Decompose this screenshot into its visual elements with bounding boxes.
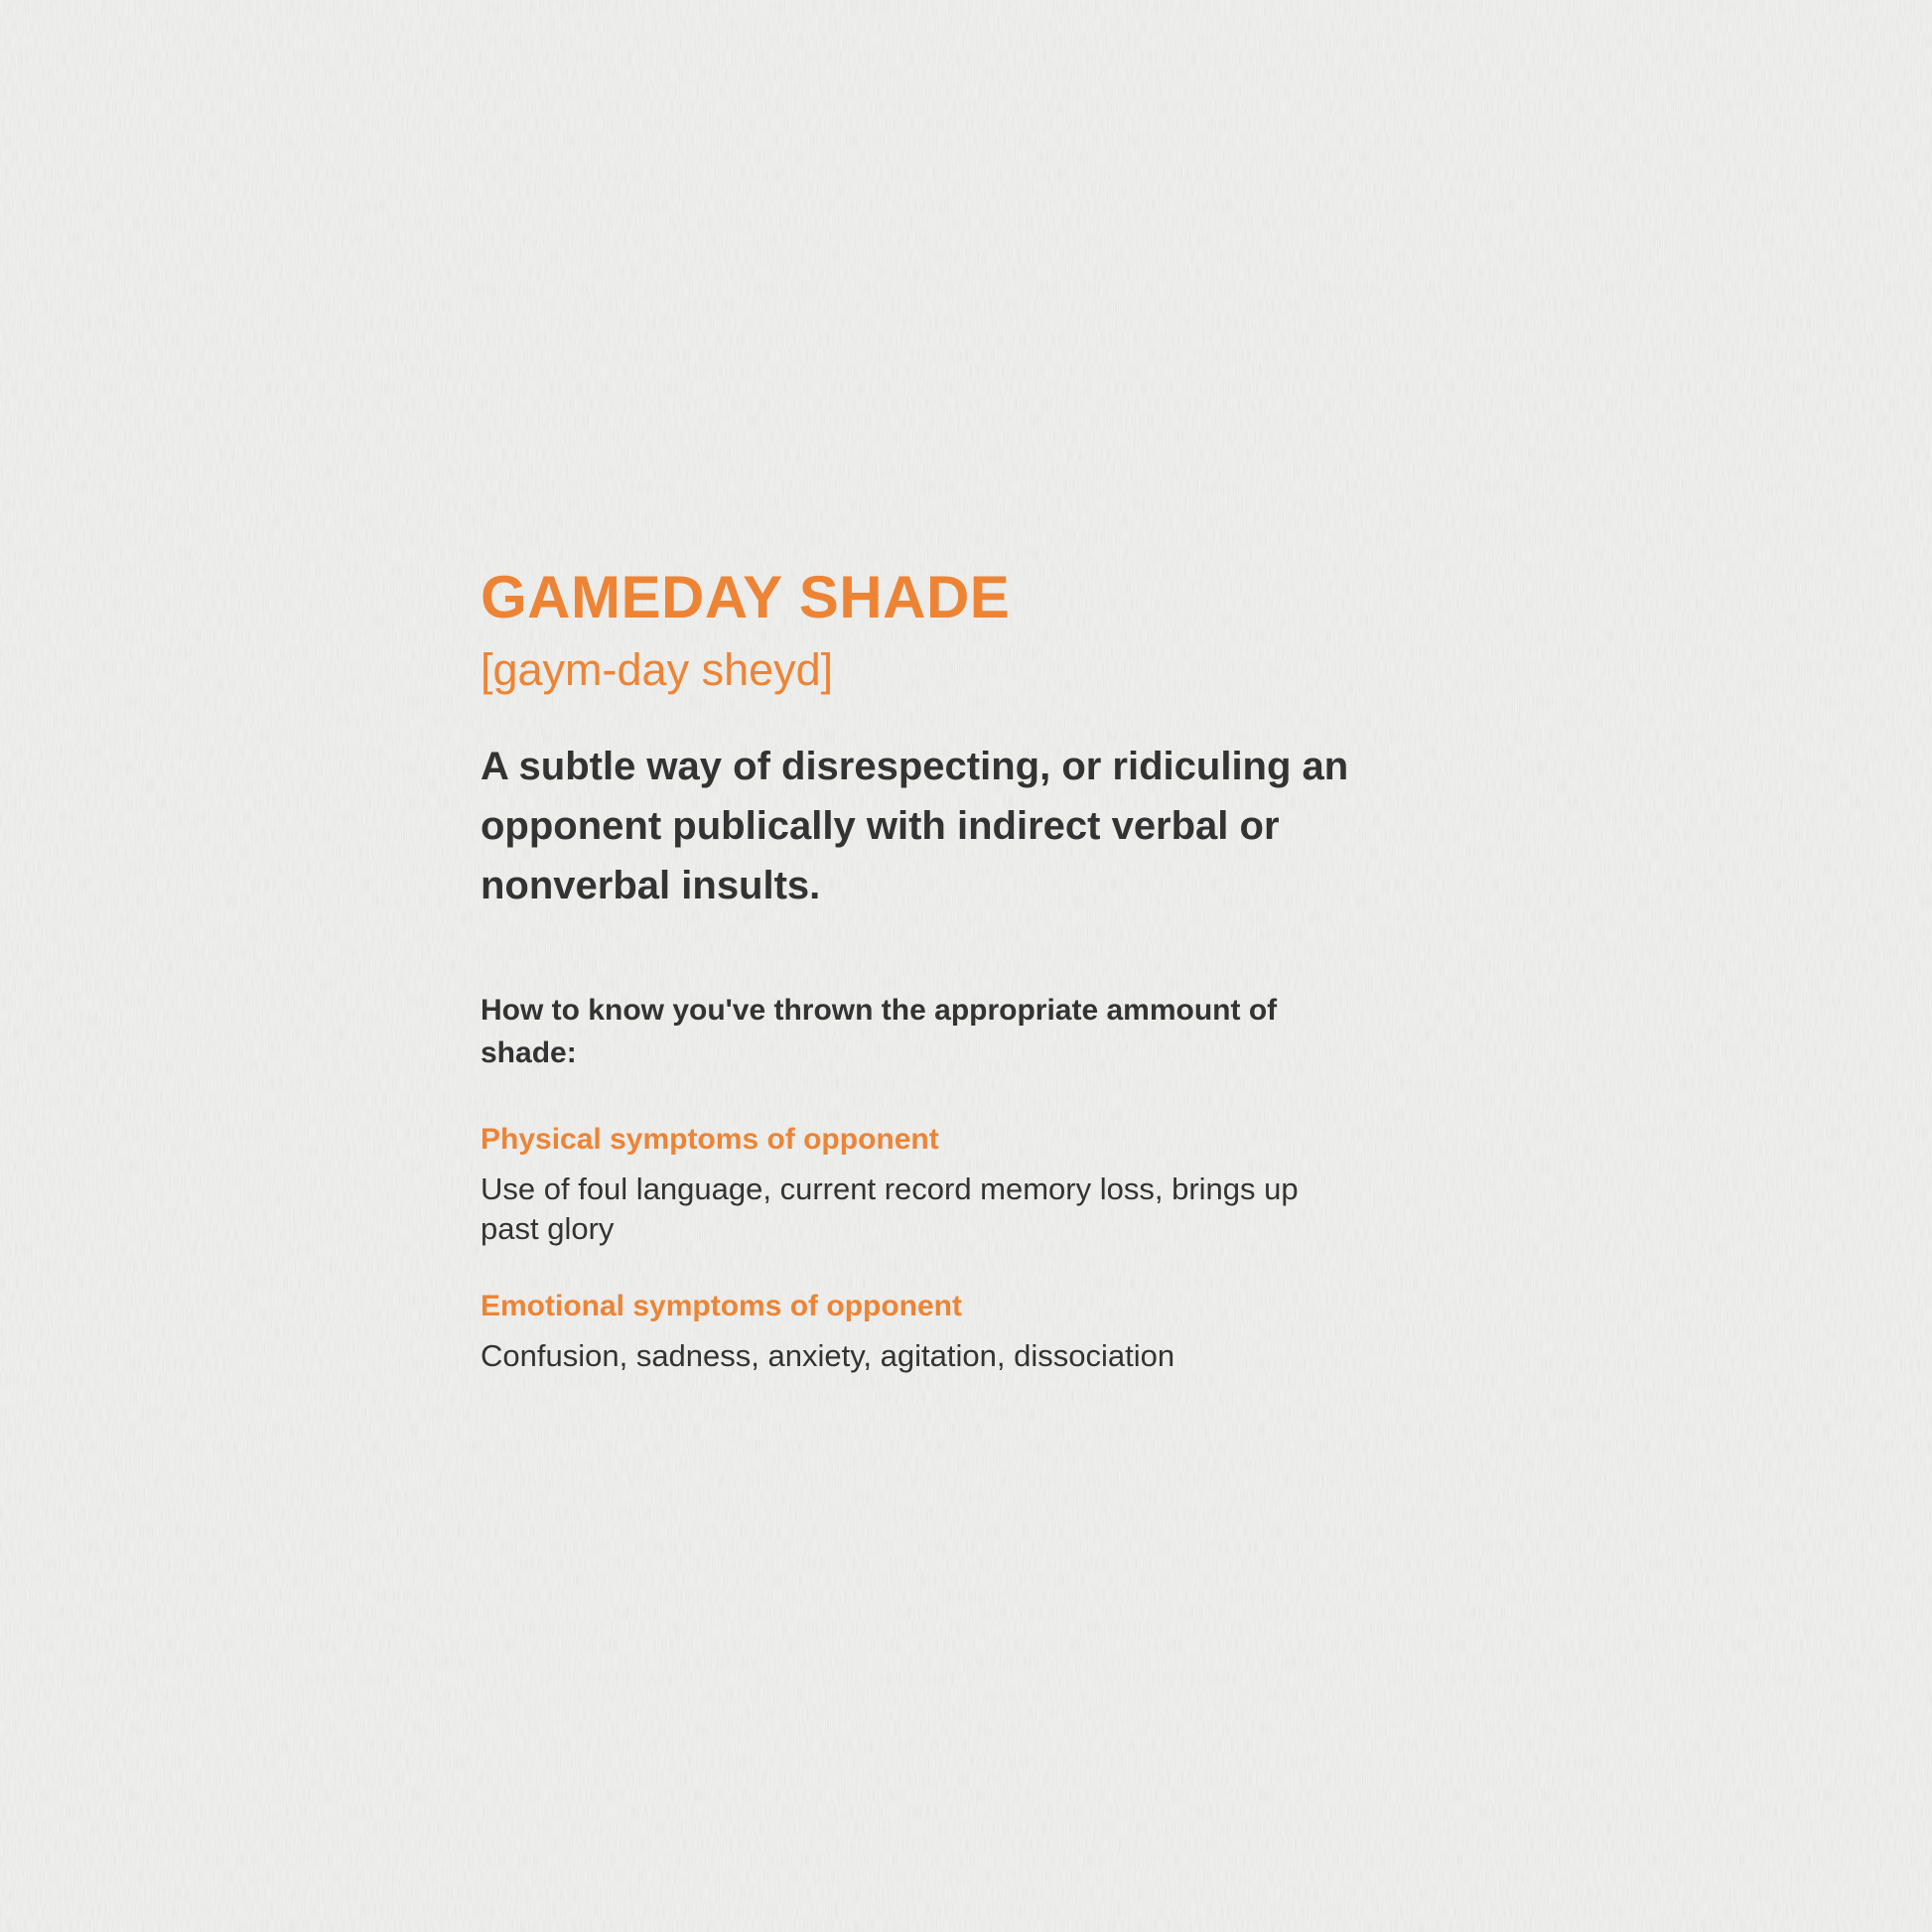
definition-text: A subtle way of disrespecting, or ridiculing an opponent publically with indirect verbal or nonverbal insults.	[481, 745, 1349, 907]
emotional-symptoms-text: Confusion, sadness, anxiety, agitation, dissociation	[481, 1338, 1175, 1373]
physical-symptoms-heading: Physical symptoms of opponent	[481, 1123, 939, 1156]
term-title: GAMEDAY SHADE	[481, 564, 1011, 630]
shade-prompt: How to know you've thrown the appropriate ammount of shade:	[481, 994, 1278, 1069]
physical-symptoms-text: Use of foul language, current record memory loss, brings up past glory	[481, 1172, 1299, 1246]
emotional-symptoms-heading: Emotional symptoms of opponent	[481, 1290, 962, 1322]
pronunciation: [gaym-day sheyd]	[481, 644, 834, 695]
shirt-design	[481, 556, 1473, 1376]
